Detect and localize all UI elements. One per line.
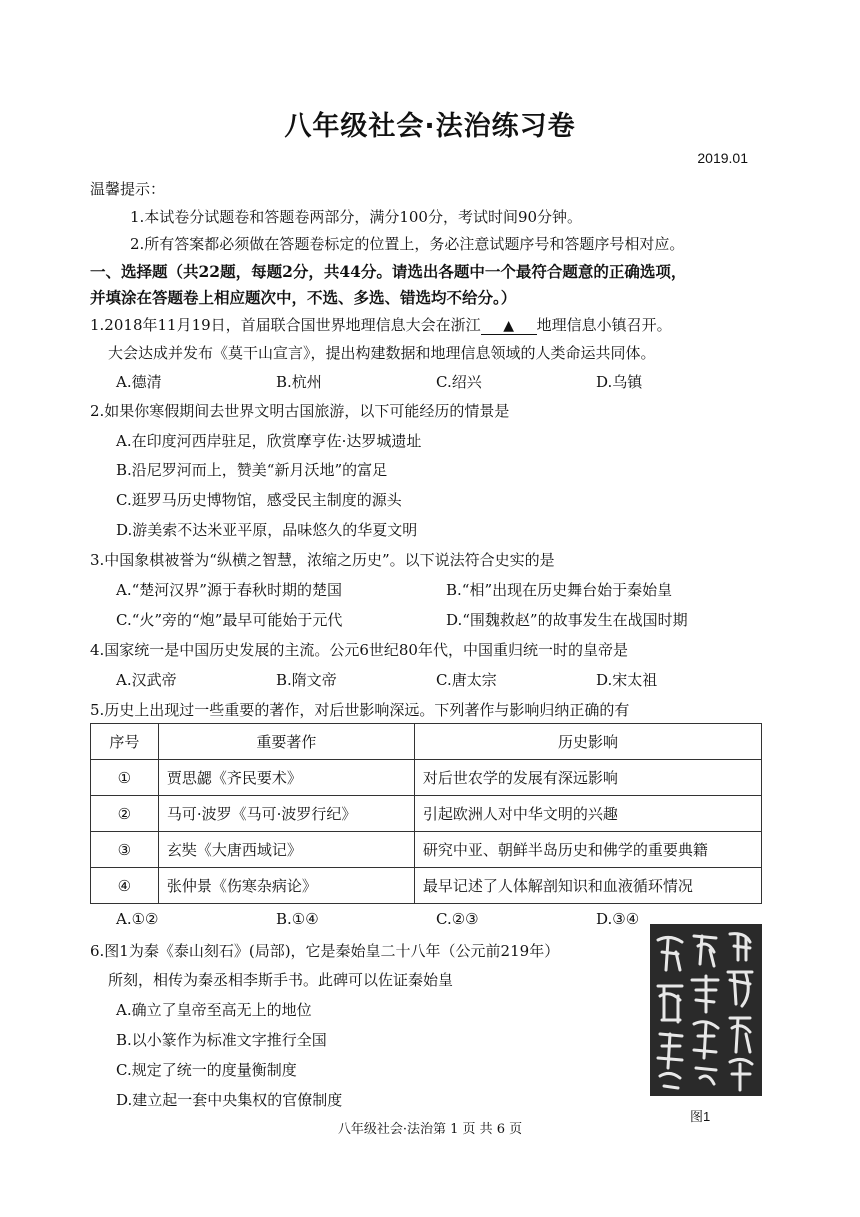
table-cell: 张仲景《伤寒杂病论》 bbox=[158, 868, 414, 904]
table-header-cell: 序号 bbox=[91, 724, 159, 760]
table-cell: ④ bbox=[91, 868, 159, 904]
section-instruction-line-1: 一、选择题（共22题，每题2分，共44分。请选出各题中一个最符合题意的正确选项， bbox=[90, 262, 687, 281]
option-b[interactable]: B.杭州 bbox=[276, 373, 322, 391]
option-c[interactable]: C.逛罗马历史博物馆，感受民主制度的源头 bbox=[116, 491, 402, 509]
option-d[interactable]: D.③④ bbox=[596, 910, 640, 928]
option-b[interactable]: B.①④ bbox=[276, 910, 319, 928]
option-a[interactable]: A.德清 bbox=[116, 373, 162, 391]
option-c[interactable]: C.绍兴 bbox=[436, 373, 482, 391]
tip-item-1: 1.本试卷分试题卷和答题卷两部分，满分100分，考试时间90分钟。 bbox=[130, 208, 583, 226]
table-row bbox=[91, 832, 762, 868]
question-1-stem-part-b: 地理信息小镇召开。 bbox=[536, 316, 672, 334]
question-1-stem-cont: 大会达成并发布《莫干山宣言》，提出构建数据和地理信息领域的人类命运共同体。 bbox=[108, 344, 656, 362]
table-header-row bbox=[91, 724, 762, 760]
table-header-cell: 重要著作 bbox=[158, 724, 414, 760]
stone-inscription-image bbox=[650, 924, 762, 1096]
option-b[interactable]: B.“相”出现在历史舞台始于秦始皇 bbox=[446, 581, 673, 599]
option-a[interactable]: A.在印度河西岸驻足，欣赏摩亨佐·达罗城遗址 bbox=[116, 432, 422, 450]
option-b[interactable]: B.以小篆作为标准文字推行全国 bbox=[116, 1031, 327, 1049]
question-1-options bbox=[116, 371, 756, 392]
question-3-options-row-2 bbox=[116, 609, 688, 630]
option-a[interactable]: A.确立了皇帝至高无上的地位 bbox=[116, 1001, 312, 1019]
tip-item-2: 2.所有答案都必须做在答题卷标定的位置上，务必注意试题序号和答题序号相对应。 bbox=[130, 235, 685, 253]
question-5-stem: 5.历史上出现过一些重要的著作，对后世影响深远。下列著作与影响归纳正确的有 bbox=[90, 701, 630, 719]
table-row bbox=[91, 796, 762, 832]
table-cell: 玄奘《大唐西域记》 bbox=[158, 832, 414, 868]
question-1-stem bbox=[90, 314, 672, 335]
option-a[interactable]: A.“楚河汉界”源于春秋时期的楚国 bbox=[116, 581, 342, 599]
table-cell: 最早记述了人体解剖知识和血液循环情况 bbox=[414, 868, 761, 904]
page-title: 八年级社会·法治练习卷 bbox=[284, 111, 576, 142]
question-4-options bbox=[116, 669, 756, 690]
option-c[interactable]: C.②③ bbox=[436, 910, 479, 928]
table-header-cell: 历史影响 bbox=[414, 724, 761, 760]
option-d[interactable]: D.“围魏救赵”的故事发生在战国时期 bbox=[446, 611, 688, 629]
question-2-stem: 2.如果你寒假期间去世界文明古国旅游，以下可能经历的情景是 bbox=[90, 402, 510, 420]
table-cell: 研究中亚、朝鲜半岛历史和佛学的重要典籍 bbox=[414, 832, 761, 868]
table-cell: 引起欧洲人对中华文明的兴趣 bbox=[414, 796, 761, 832]
option-d[interactable]: D.建立起一套中央集权的官僚制度 bbox=[116, 1091, 343, 1109]
table-row bbox=[91, 868, 762, 904]
option-c[interactable]: C.规定了统一的度量衡制度 bbox=[116, 1061, 297, 1079]
question-4-stem: 4.国家统一是中国历史发展的主流。公元6世纪80年代，中国重归统一时的皇帝是 bbox=[90, 641, 628, 659]
question-1-stem-part-a: 1.2018年11月19日，首届联合国世界地理信息大会在浙江 bbox=[90, 316, 481, 334]
question-6-stem: 6.图1为秦《泰山刻石》(局部)，它是秦始皇二十八年（公元前219年） bbox=[90, 942, 560, 960]
option-d[interactable]: D.游美索不达米亚平原，品味悠久的华夏文明 bbox=[116, 521, 418, 539]
table-cell: 马可·波罗《马可·波罗行纪》 bbox=[158, 796, 414, 832]
page-footer: 八年级社会·法治第 1 页 共 6 页 bbox=[337, 1122, 523, 1137]
option-a[interactable]: A.①② bbox=[116, 910, 159, 928]
works-table bbox=[90, 723, 762, 904]
option-b[interactable]: B.沿尼罗河而上，赞美“新月沃地”的富足 bbox=[116, 461, 388, 479]
table-cell: ③ bbox=[91, 832, 159, 868]
table-row bbox=[91, 760, 762, 796]
option-d[interactable]: D.乌镇 bbox=[596, 373, 643, 391]
question-1-blank: ▲ bbox=[481, 318, 537, 335]
option-a[interactable]: A.汉武帝 bbox=[116, 671, 177, 689]
tips-heading: 温馨提示： bbox=[90, 180, 166, 198]
table-cell: 对后世农学的发展有深远影响 bbox=[414, 760, 761, 796]
option-b[interactable]: B.隋文帝 bbox=[276, 671, 337, 689]
exam-date: 2019.01 bbox=[697, 150, 748, 166]
question-3-stem: 3.中国象棋被誉为“纵横之智慧，浓缩之历史”。以下说法符合史实的是 bbox=[90, 551, 555, 569]
question-3-options-row-1 bbox=[116, 579, 672, 600]
option-c[interactable]: C.唐太宗 bbox=[436, 671, 497, 689]
question-6-stem-cont: 所刻，相传为秦丞相李斯手书。此碑可以佐证秦始皇 bbox=[108, 971, 454, 989]
option-d[interactable]: D.宋太祖 bbox=[596, 671, 658, 689]
table-cell: 贾思勰《齐民要术》 bbox=[158, 760, 414, 796]
table-cell: ① bbox=[91, 760, 159, 796]
figure-caption: 图1 bbox=[690, 1109, 711, 1124]
section-instruction-line-2: 并填涂在答题卷上相应题次中，不选、多选、错选均不给分。） bbox=[90, 288, 517, 307]
table-cell: ② bbox=[91, 796, 159, 832]
seal-script-rubbing-icon bbox=[650, 924, 762, 1096]
option-c[interactable]: C.“火”旁的“炮”最早可能始于元代 bbox=[116, 611, 343, 629]
